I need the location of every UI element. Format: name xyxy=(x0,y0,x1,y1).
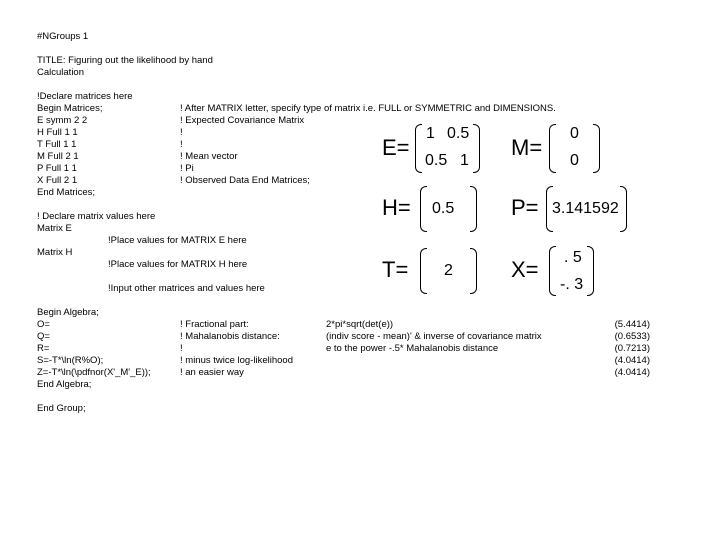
declare-comment: ! xyxy=(180,127,183,138)
matrix-h-right-bracket xyxy=(470,186,477,232)
algebra-comment: ! minus twice log-likelihood xyxy=(180,355,293,366)
matrix-e-label: E= xyxy=(382,135,410,160)
groups-line: #NGroups 1 xyxy=(37,31,89,42)
end-group-line: End Group; xyxy=(37,403,86,414)
matrix-e-cell: 0.5 xyxy=(447,125,470,142)
matrix-p-label: P= xyxy=(511,195,539,220)
matrix-e-line: Matrix E xyxy=(37,223,72,234)
algebra-comment: ! Fractional part: xyxy=(180,319,249,330)
matrix-x-cell: . 5 xyxy=(564,249,582,266)
matrix-m-label: M= xyxy=(511,135,543,160)
algebra-line: R= xyxy=(37,343,50,354)
matrix-e-cell: 0.5 xyxy=(425,152,448,169)
matrix-e-left-bracket xyxy=(415,124,422,173)
algebra-line: S=-T*\ln(R%O); xyxy=(37,355,104,366)
declare-comment: ! Observed Data End Matrices; xyxy=(180,175,310,186)
place-e-line: !Place values for MATRIX E here xyxy=(108,235,247,246)
algebra-result: (0.6533) xyxy=(614,331,650,342)
matrix-m-cell: 0 xyxy=(570,152,579,169)
matrix-x-left-bracket xyxy=(549,246,556,296)
matrix-e-cell: 1 xyxy=(460,152,469,169)
algebra-result: (5.4414) xyxy=(614,319,650,330)
algebra-comment: ! an easier way xyxy=(180,367,244,378)
declare-comment: ! Expected Covariance Matrix xyxy=(180,115,305,126)
declare-line: Begin Matrices; xyxy=(37,103,103,114)
matrix-e-right-bracket xyxy=(473,124,480,173)
declare-line: M Full 2 1 xyxy=(37,151,79,162)
declare-line: H Full 1 1 xyxy=(37,127,78,138)
title-line: TITLE: Figuring out the likelihood by hand xyxy=(37,55,213,66)
declare-comment: ! xyxy=(180,139,183,150)
algebra-line: End Algebra; xyxy=(37,379,92,390)
matrix-m-cell: 0 xyxy=(570,125,579,142)
declare-line: End Matrices; xyxy=(37,187,96,198)
declare-comment: ! After MATRIX letter, specify type of matrix i.e. FULL or SYMMETRIC and DIMENSIONS. xyxy=(180,103,556,114)
declare-line: E symm 2 2 xyxy=(37,115,88,126)
matrix-m-left-bracket xyxy=(549,124,556,173)
algebra-result: (4.0414) xyxy=(614,367,650,378)
algebra-formula: (indiv score - mean)' & inverse of covariance matrix xyxy=(326,331,542,342)
algebra-formula: e to the power -.5* Mahalanobis distance xyxy=(326,343,499,354)
matrix-p-value: 3.141592 xyxy=(552,200,619,217)
matrix-x-label: X= xyxy=(511,257,539,282)
place-h-line: !Place values for MATRIX H here xyxy=(108,259,248,270)
matrix-p-right-bracket xyxy=(620,186,627,232)
matrix-h-value: 0.5 xyxy=(432,200,455,217)
matrix-t-label: T= xyxy=(382,257,409,282)
matrix-m-right-bracket xyxy=(593,124,600,173)
matrix-t-left-bracket xyxy=(420,248,427,294)
declare-comment: ! Mean vector xyxy=(180,151,238,162)
matrix-h-label: H= xyxy=(382,195,411,220)
algebra-line: O= xyxy=(37,319,50,330)
values-heading: ! Declare matrix values here xyxy=(37,211,156,222)
algebra-comment: ! Mahalanobis distance: xyxy=(180,331,280,342)
matrix-t-value: 2 xyxy=(444,262,453,279)
subtitle-line: Calculation xyxy=(37,67,84,78)
algebra-comment: ! xyxy=(180,343,183,354)
declare-comment: ! Pi xyxy=(180,163,194,174)
matrix-t-right-bracket xyxy=(470,248,477,294)
matrix-x-right-bracket xyxy=(587,246,594,296)
declare-line: T Full 1 1 xyxy=(37,139,77,150)
algebra-line: Q= xyxy=(37,331,50,342)
algebra-formula: 2*pi*sqrt(det(e)) xyxy=(326,319,394,330)
algebra-line: Z=-T*\ln(\pdfnor(X'_M'_E)); xyxy=(37,367,151,378)
algebra-result: (0.7213) xyxy=(614,343,650,354)
matrix-h-line: Matrix H xyxy=(37,247,73,258)
declare-line: P Full 1 1 xyxy=(37,163,77,174)
declare-line: X Full 2 1 xyxy=(37,175,78,186)
declare-heading: !Declare matrices here xyxy=(37,91,133,102)
matrix-h-left-bracket xyxy=(420,186,427,232)
algebra-line: Begin Algebra; xyxy=(37,307,99,318)
algebra-result: (4.0414) xyxy=(614,355,650,366)
matrix-x-cell: -. 3 xyxy=(560,276,584,293)
input-other-line: !Input other matrices and values here xyxy=(108,283,265,294)
matrix-e-cell: 1 xyxy=(426,125,435,142)
